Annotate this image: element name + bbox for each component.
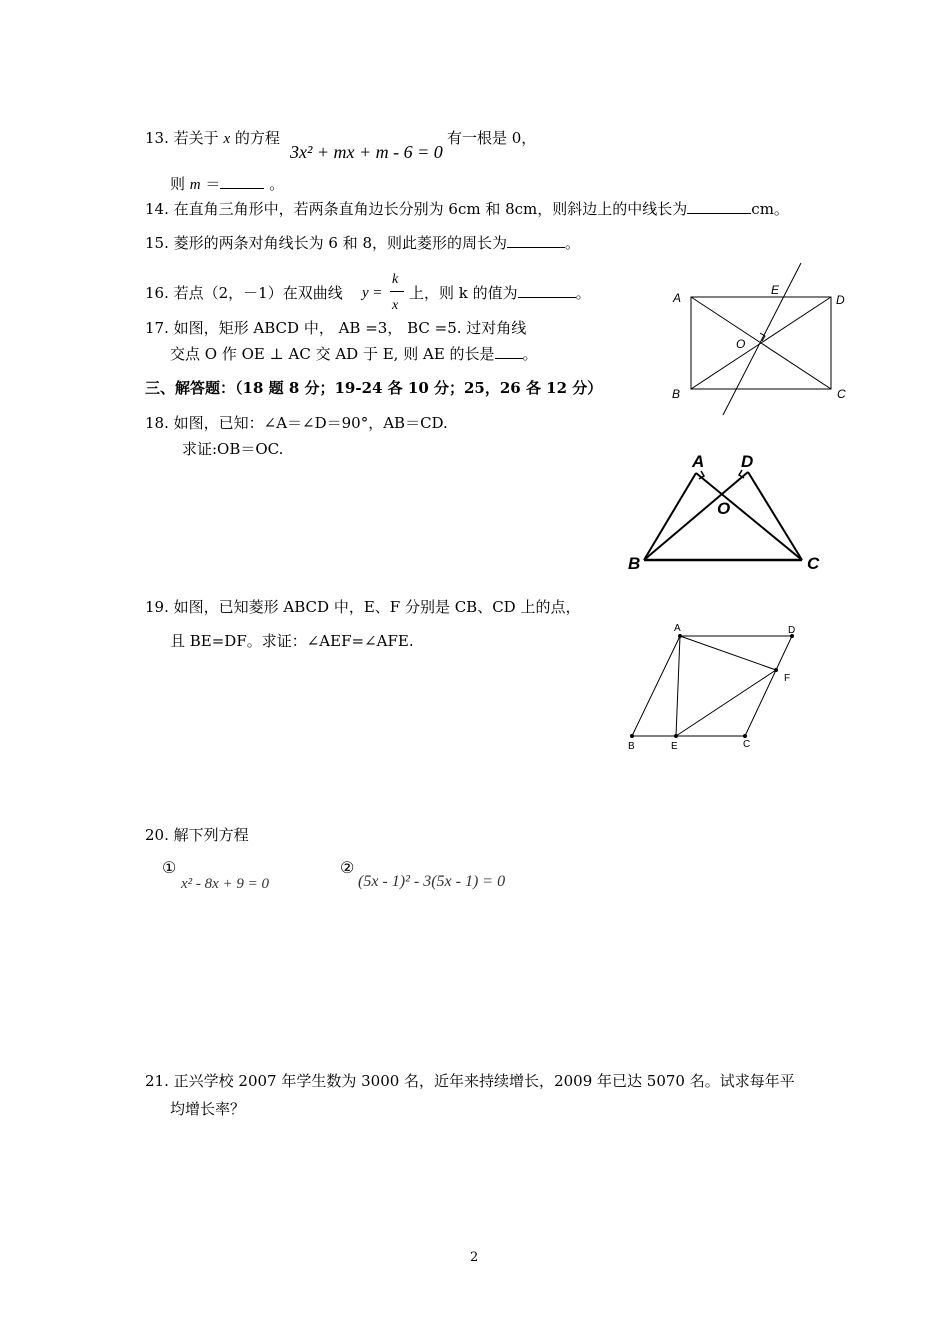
fig19-segment-ae — [676, 636, 680, 736]
q20-eq1: x² - 8x + 9 = 0 — [181, 876, 270, 892]
q15-answer-blank[interactable] — [507, 233, 565, 248]
q18-line1 — [145, 413, 448, 433]
q21-line1 — [145, 1071, 795, 1091]
figure-19-rhombus — [620, 620, 810, 755]
q16-frac-lhs: y = — [362, 285, 383, 301]
q18-line2: 求证:OB＝OC. — [182, 440, 284, 458]
fig18-segment-db — [644, 472, 748, 560]
q15-number: 15. — [145, 234, 169, 252]
q13-var: x — [223, 131, 231, 147]
q13-answer-blank[interactable] — [220, 174, 264, 189]
fig19-point-f — [774, 668, 778, 672]
q18-line1-text: 如图，已知：∠A＝∠D＝90°，AB＝CD. — [173, 414, 448, 432]
q19-line1 — [145, 597, 580, 617]
q21-number: 21. — [145, 1072, 169, 1090]
fig19-rhombus-abcd — [632, 636, 792, 736]
fig17-label-c: C — [837, 387, 846, 401]
q14-unit: cm。 — [751, 200, 789, 218]
q13-text-c: 有一根是 0， — [447, 129, 537, 147]
figure-17-rectangle — [660, 258, 860, 420]
fig18-label-b: B — [628, 554, 641, 573]
q19-line2: 且 BE=DF。求证：∠AEF=∠AFE. — [170, 632, 414, 650]
q20-text: 解下列方程 — [173, 826, 249, 844]
q20-number: 20. — [145, 826, 169, 844]
fig19-point-b — [630, 734, 634, 738]
fig17-label-b: B — [672, 387, 681, 401]
q17-line1 — [145, 318, 526, 338]
fig18-segment-dc — [748, 472, 802, 560]
fig19-label-b: B — [628, 741, 635, 752]
fig17-line-oe — [723, 263, 801, 415]
fig19-point-e — [674, 734, 678, 738]
q13-line2-a: 则 — [170, 175, 186, 193]
fig18-label-d: D — [741, 452, 754, 471]
q16-frac-den: x — [392, 298, 399, 313]
fig18-label-c: C — [807, 554, 820, 573]
fig17-label-d: D — [836, 293, 845, 307]
q14-line — [145, 199, 789, 219]
fig19-label-e: E — [671, 741, 678, 752]
q17-line2 — [170, 344, 538, 364]
fig19-segment-af — [680, 636, 776, 670]
q20-eq2-label: ② — [340, 858, 355, 877]
fig19-label-f: F — [784, 673, 791, 684]
q21-line2: 均增长率？ — [170, 1100, 246, 1118]
fig18-segment-ac — [696, 473, 802, 560]
q19-number: 19. — [145, 598, 169, 616]
q14-text: 在直角三角形中，若两条直角边长分别为 6cm 和 8cm，则斜边上的中线长为 — [173, 200, 688, 218]
q16-number: 16. — [145, 284, 169, 302]
q17-number: 17. — [145, 319, 169, 337]
q16-text-b: 上，则 k 的值为 — [409, 284, 518, 302]
figure-18-triangles — [620, 448, 830, 578]
q13-number: 13. — [145, 129, 169, 147]
fig17-label-a: A — [673, 291, 682, 305]
page-number: 2 — [470, 1250, 479, 1265]
fig19-label-c: C — [743, 739, 751, 750]
q18-number: 18. — [145, 414, 169, 432]
q16-frac-num: k — [392, 272, 399, 287]
section3-title: 三、解答题：（18 题 8 分；19-24 各 10 分；25，26 各 12 分） — [145, 379, 603, 397]
fig18-label-o: O — [717, 499, 731, 518]
q15-end: 。 — [565, 234, 581, 252]
q14-number: 14. — [145, 200, 169, 218]
q15-line — [145, 233, 580, 253]
q17-line2-text: 交点 O 作 OE ⊥ AC 交 AD 于 E, 则 AE 的长是 — [170, 345, 495, 363]
q15-text: 菱形的两条对角线长为 6 和 8，则此菱形的周长为 — [173, 234, 508, 252]
q14-answer-blank[interactable] — [687, 199, 751, 214]
q13-line1 — [145, 128, 280, 149]
q16-line-b — [409, 283, 591, 303]
q16-text-a: 若点（2，－1）在双曲线 — [173, 284, 343, 302]
q17-answer-blank[interactable] — [495, 344, 523, 359]
fig18-label-a: A — [692, 452, 705, 471]
q16-end: 。 — [575, 284, 591, 302]
q13-line2-end: 。 — [269, 175, 285, 193]
q16-fraction-bar — [390, 291, 404, 292]
q13-line2-b: ＝ — [205, 175, 221, 193]
q17-line2-end: 。 — [522, 345, 538, 363]
fig18-right-angle-d — [739, 470, 744, 478]
q13-equation: 3x² + mx + m - 6 = 0 — [290, 142, 443, 162]
q20-line — [145, 825, 249, 845]
fig17-label-o: O — [736, 337, 746, 351]
q13-text-a: 若关于 — [173, 129, 219, 147]
q13-text-b: 的方程 — [234, 129, 280, 147]
q17-line1-text: 如图，矩形 ABCD 中， AB =3， BC =5. 过对角线 — [173, 319, 527, 337]
fig19-label-a: A — [674, 623, 681, 634]
q16-line-a — [145, 283, 343, 303]
fig17-label-e: E — [771, 283, 780, 297]
fig19-point-c — [743, 734, 747, 738]
q21-line1-text: 正兴学校 2007 年学生数为 3000 名，近年来持续增长，2009 年已达 5070 名。试求每年平 — [173, 1072, 795, 1090]
fig18-segment-ab — [644, 473, 696, 560]
q19-line1-text: 如图，已知菱形 ABCD 中，E、F 分别是 CB、CD 上的点， — [173, 598, 581, 616]
q20-eq1-label: ① — [162, 858, 177, 877]
q20-eq2: (5x - 1)² - 3(5x - 1) = 0 — [358, 873, 506, 890]
q13-line2-var: m — [189, 177, 201, 193]
fig19-label-d: D — [788, 625, 796, 636]
fig19-point-a — [678, 634, 682, 638]
q13-line2 — [170, 174, 284, 195]
q16-answer-blank[interactable] — [518, 283, 576, 298]
